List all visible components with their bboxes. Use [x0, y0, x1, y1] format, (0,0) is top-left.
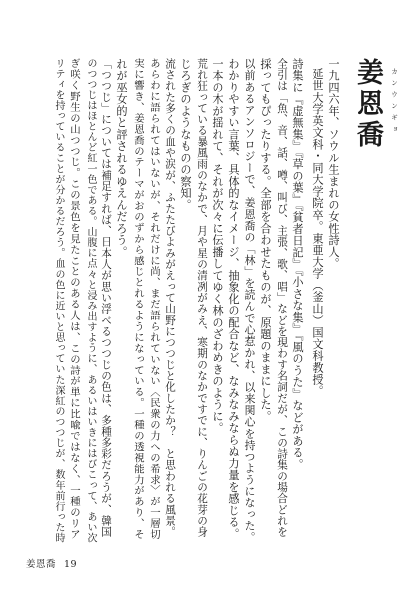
body-column: 荒れ狂っている暴風雨のなかで、月や星の清冽がみえ、寒期のなかですでに、りんごの花芽の身	[196, 58, 208, 538]
body-column: 採ってもぴったりする。全部を合わせたものが、原題のままにした。	[259, 58, 272, 423]
body-column: あらわに語られてはいないが、それだけに尚、まだ語られていない〈民衆の力への希求〉が一層切	[148, 58, 160, 540]
body-column: 延世大学英文科・同大学院卒。東亜大学（釜山）国文科教授。	[311, 68, 324, 397]
body-column: れが巫女的と評されるゆえんだろう。	[115, 58, 128, 258]
poet-name-ruby: カンウンギョ	[390, 68, 398, 137]
body-column: 流された多くの血や涙が、ふたたびよみがえって山野につつじと化したか？ と思われる風景。	[164, 58, 176, 538]
page-footer	[26, 556, 77, 570]
body-column: わかりやすい言葉、具体的なイメージ、抽象化の配合など、なみなみならぬ力量を感じる。	[227, 58, 240, 540]
page-number: 19	[64, 559, 78, 570]
body-column: のつつじはほとんど紅一色である。山腹に点々と浸み出すように、あるいはいきにはびこって、あい次	[85, 58, 96, 544]
body-column: じろぎのようなものの察知。	[179, 58, 192, 211]
body-column: ぎ咲く野生の山つつじ。この景色を見たことのある人は、この詩が単に比喩ではなく、一種のリア	[68, 58, 80, 540]
body-column: 一九四六年、ソウル生まれの女性詩人。	[327, 58, 340, 270]
body-column: 「つつじ」については補足すれば、日本人が思い浮べるつつじの色は、多種多彩だろうが、韓国	[100, 58, 112, 538]
body-column: 詩集に『虚無集』『草の葉』『貧者日記』『小さな集』『風のうた』などがある。	[291, 58, 304, 471]
body-column: 以前あるアンソロジーで、姜恩喬の「林」を読んで心惹かれ、以来関心を持つようになった。	[243, 58, 256, 544]
running-title: 姜恩喬	[26, 559, 57, 570]
body-column: 実に響き、姜恩喬のテーマがおのずから感じとれるようになっている。一種の透視能力があり、そ	[132, 58, 144, 540]
body-column: リティを持っていることが分かるだろう。血の色に近いと思っていた深紅のつつじが、数年前行った時	[53, 58, 64, 544]
poet-name-heading: 姜恩喬	[352, 58, 383, 151]
body-column: 一本の木が揺れて、それが次々に伝播してゆく林のざわめきのように。	[211, 58, 224, 434]
body-column: 全引は「魚、音、話、噂、叫び、主張、歌、唱」などを現わす名詞だが、この詩集の場合どれを	[276, 58, 288, 538]
